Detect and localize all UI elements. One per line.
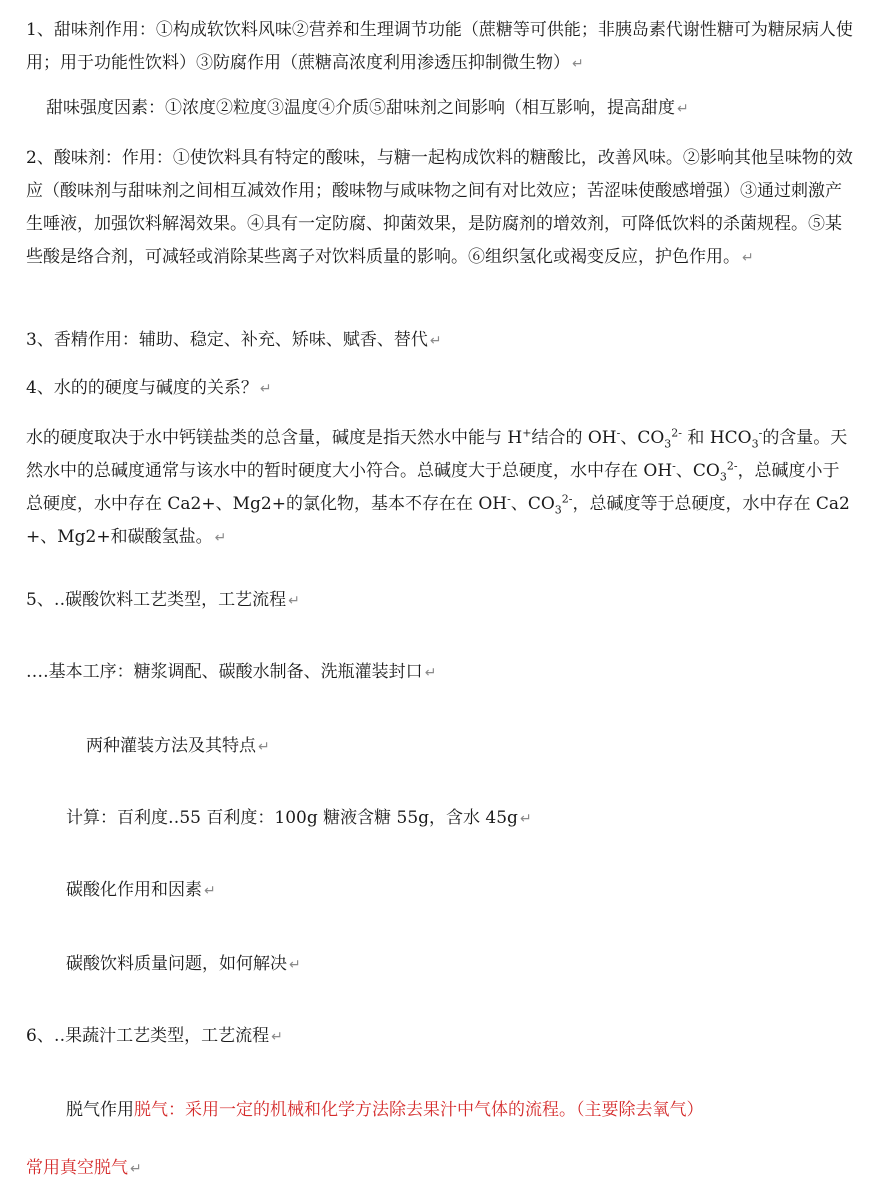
paragraph-mark-icon: ↵	[519, 811, 532, 827]
carbonated-process-text: 5、‥碳酸饮料工艺类型，工艺流程	[26, 590, 287, 610]
paragraph-sweetener	[26, 14, 856, 81]
juice-process-text: 6、‥果蔬汁工艺类型，工艺流程	[26, 1026, 270, 1046]
subscript: 3	[554, 503, 562, 517]
carbonation-text: 碳酸化作用和因素	[66, 880, 202, 900]
superscript: 2-	[726, 459, 738, 473]
superscript: -	[672, 459, 676, 473]
hardness-question-text: 4、水的的硬度与碱度的关系？	[26, 378, 258, 398]
paragraph-mark-icon: ↵	[258, 739, 270, 755]
paragraph-mark-icon: ↵	[429, 333, 442, 349]
paragraph-carbonated-process	[26, 584, 856, 618]
paragraph-mark-icon: ↵	[572, 56, 584, 72]
deaeration-definition: 脱气：采用一定的机械和化学方法除去果汁中气体的流程。（主要除去氧气）	[134, 1100, 704, 1120]
subscript: 3	[664, 437, 672, 451]
subscript: 3	[719, 470, 727, 484]
sweetness-factors-text: 甜味强度因素：①浓度②粒度③温度④介质⑤甜味剂之间影响（相互影响，提高甜度	[46, 98, 675, 118]
vacuum-deaeration-text: 常用真空脱气	[26, 1158, 128, 1178]
basic-steps-text: ‥‥基本工序：糖浆调配、碳酸水制备、洗瓶灌装封口	[26, 662, 423, 682]
paragraph-mark-icon: ↵	[424, 665, 437, 681]
hardness-text-f: 、CO	[675, 461, 720, 481]
flavor-text: 3、香精作用：辅助、稳定、补充、矫味、赋香、替代	[26, 330, 428, 350]
paragraph-mark-icon: ↵	[271, 1029, 283, 1045]
paragraph-quality-issues	[66, 948, 856, 982]
paragraph-hardness-question	[26, 372, 856, 406]
paragraph-mark-icon: ↵	[677, 101, 689, 117]
superscript: 2-	[561, 492, 573, 506]
paragraph-mark-icon: ↵	[204, 883, 216, 899]
paragraph-mark-icon: ↵	[259, 381, 272, 397]
superscript: -	[758, 426, 763, 440]
calculation-text: 计算：百利度‥55 百利度：100g 糖液含糖 55g，含水 45g	[66, 808, 518, 828]
paragraph-acidulant	[26, 142, 856, 275]
paragraph-juice-process	[26, 1020, 856, 1054]
paragraph-mark-icon: ↵	[130, 1161, 142, 1177]
paragraph-basic-steps	[26, 656, 856, 690]
paragraph-calculation	[66, 802, 856, 836]
paragraph-deaeration	[66, 1094, 856, 1127]
hardness-text-b: 结合的 OH	[531, 428, 617, 448]
hardness-text-g: ，总碱度小于总硬度，水中存在 Ca2+、Mg2+的氯化物，基本不存在在 OH	[26, 461, 840, 514]
paragraph-mark-icon: ↵	[289, 957, 301, 973]
paragraph-filling-methods	[86, 730, 856, 764]
superscript: 2-	[671, 426, 683, 440]
paragraph-vacuum-deaeration	[26, 1152, 856, 1186]
hardness-text-c: 、CO	[620, 428, 665, 448]
superscript: -	[507, 492, 511, 506]
superscript: +	[522, 426, 532, 440]
sweetener-text: 1、甜味剂作用：①构成软饮料风味②营养和生理调节功能（蔗糖等可供能；非胰岛素代谢性糖可为糖尿病人使用；用于功能性饮料）③防腐作用（蔗糖高浓度利用渗透压抑制微生物）	[26, 20, 853, 73]
acidulant-text: 2、酸味剂：作用：①使饮料具有特定的酸味，与糖一起构成饮料的糖酸比，改善风味。②影响其他呈味物的效应（酸味剂与甜味剂之间相互减效作用；酸味物与咸味物之间有对比效应；苦涩味使酸感增强）③通过刺激产生唾液，加强饮料解渴效果。④具有一定防腐、抑菌效果，是防腐剂的增效剂，可降低饮料的杀菌规程。⑤某些酸是络合剂，可减轻或消除某些离子对饮料质量的影响。⑥组织氢化或褐变反应，护色作用。	[26, 148, 853, 267]
paragraph-mark-icon: ↵	[742, 250, 754, 266]
paragraph-carbonation	[66, 874, 856, 908]
paragraph-mark-icon: ↵	[288, 593, 300, 609]
paragraph-sweetness-factors	[46, 92, 856, 126]
deaeration-label: 脱气作用	[66, 1100, 134, 1120]
hardness-text-a: 水的硬度取决于水中钙镁盐类的总含量，碱度是指天然水中能与 H	[26, 428, 523, 448]
hardness-text-i: ，总碱度等于总硬度，水中存在 Ca2+、Mg2+和碳酸氢盐。	[26, 494, 850, 547]
paragraph-mark-icon: ↵	[214, 530, 227, 546]
hardness-text-e: 的含量。天然水中的总碱度通常与该水中的暂时硬度大小符合。总碱度大于总硬度，水中存在 OH	[26, 428, 848, 481]
filling-methods-text: 两种灌装方法及其特点	[86, 736, 256, 756]
superscript: -	[616, 426, 621, 440]
paragraph-hardness-answer	[26, 422, 856, 555]
subscript: 3	[751, 437, 759, 451]
hardness-text-h: 、CO	[510, 494, 555, 514]
paragraph-flavor	[26, 324, 856, 358]
hardness-text-d: 和 HCO	[682, 428, 752, 448]
quality-issues-text: 碳酸饮料质量问题，如何解决	[66, 954, 287, 974]
